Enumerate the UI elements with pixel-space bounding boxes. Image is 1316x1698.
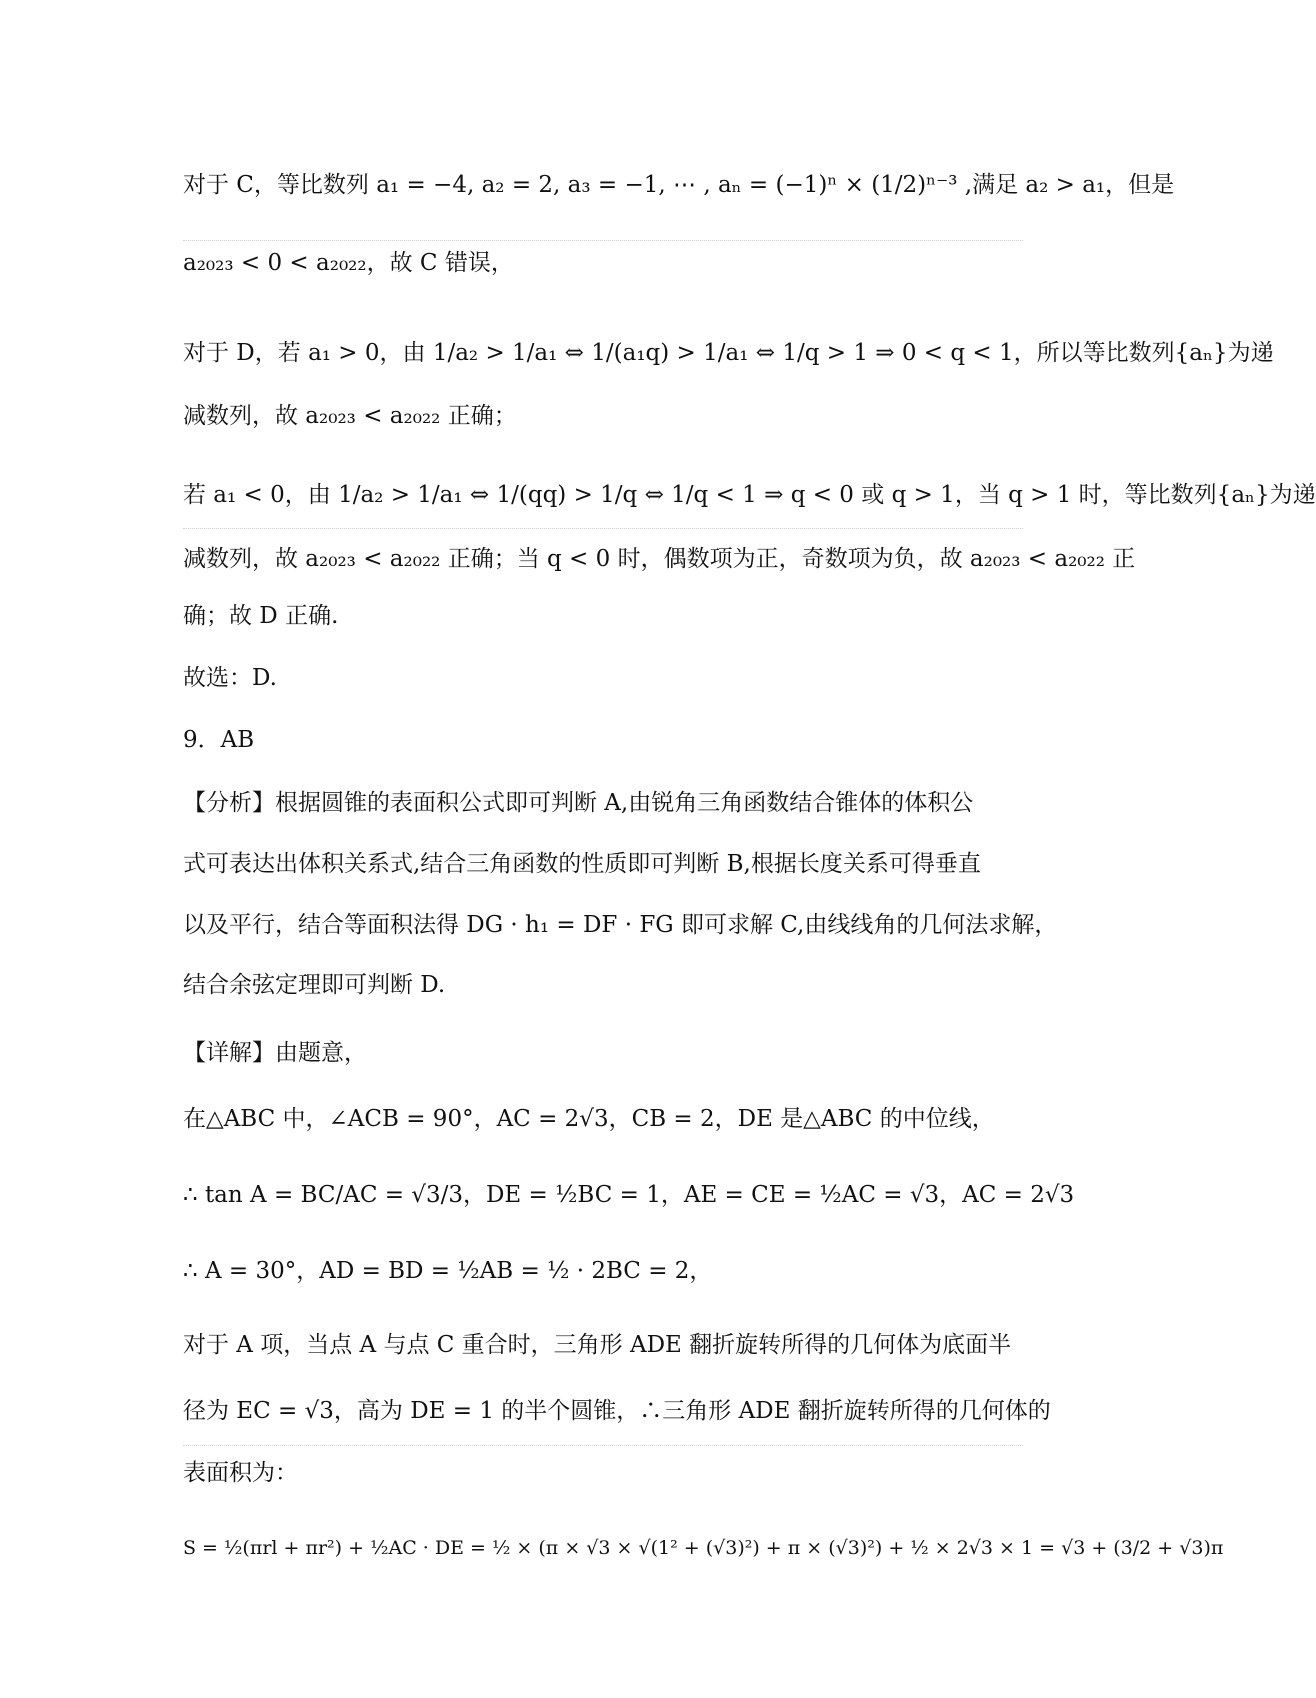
divider bbox=[183, 240, 1023, 241]
text-line-answer-8: 故选：D. bbox=[183, 665, 277, 691]
text-line-d-option-3: 若 a₁ < 0，由 1/a₂ > 1/a₁ ⇔ 1/(qq) > 1/q ⇔ 1/q < 1 ⇒ q < 0 或 q > 1，当 q > 1 时，等比数列{aₙ}为递 bbox=[183, 482, 1316, 508]
text-line-analysis-2: 式可表达出体积关系式,结合三角函数的性质即可判断 B,根据长度关系可得垂直 bbox=[183, 851, 981, 877]
text-line-detail-3: ∴ tan A = BC/AC = √3/3，DE = ½BC = 1，AE = CE = ½AC = √3，AC = 2√3 bbox=[183, 1182, 1075, 1208]
text-line-d-option-1: 对于 D，若 a₁ > 0，由 1/a₂ > 1/a₁ ⇔ 1/(a₁q) > 1/a₁ ⇔ 1/q > 1 ⇒ 0 < q < 1，所以等比数列{aₙ}为递 bbox=[183, 340, 1274, 366]
text-line-a-option-formula: S = ½(πrl + πr²) + ½AC · DE = ½ × (π × √3 × √(1² + (√3)²) + π × (√3)²) + ½ × 2√3 × 1 = √3 + (3/2 + √3)π bbox=[183, 1537, 1224, 1559]
text-line-analysis-4: 结合余弦定理即可判断 D. bbox=[183, 972, 446, 998]
text-line-c-option-2: a₂₀₂₃ < 0 < a₂₀₂₂，故 C 错误， bbox=[183, 250, 514, 276]
text-line-a-option-3: 表面积为： bbox=[183, 1460, 298, 1486]
text-line-detail-4: ∴ A = 30°，AD = BD = ½AB = ½ · 2BC = 2， bbox=[183, 1258, 713, 1284]
text-line-a-option-1: 对于 A 项，当点 A 与点 C 重合时，三角形 ADE 翻折旋转所得的几何体为底面半 bbox=[183, 1332, 1012, 1358]
text-line-detail-1: 【详解】由题意， bbox=[183, 1040, 367, 1066]
divider bbox=[183, 528, 1023, 529]
text-line-d-option-5: 确；故 D 正确. bbox=[183, 603, 339, 629]
text-line-question-9: 9．AB bbox=[183, 727, 255, 753]
text-line-analysis-3: 以及平行，结合等面积法得 DG · h₁ = DF · FG 即可求解 C,由线线角的几何法求解， bbox=[183, 912, 1058, 938]
text-line-c-option-1: 对于 C，等比数列 a₁ = −4, a₂ = 2, a₃ = −1, ⋯ , aₙ = (−1)ⁿ × (1/2)ⁿ⁻³ ,满足 a₂ > a₁，但是 bbox=[183, 172, 1175, 198]
text-line-analysis-1: 【分析】根据圆锥的表面积公式即可判断 A,由锐角三角函数结合锥体的体积公 bbox=[183, 790, 974, 816]
text-line-detail-2: 在△ABC 中，∠ACB = 90°，AC = 2√3，CB = 2，DE 是△ABC 的中位线， bbox=[183, 1106, 995, 1132]
text-line-a-option-2: 径为 EC = √3，高为 DE = 1 的半个圆锥，∴三角形 ADE 翻折旋转所得的几何体的 bbox=[183, 1398, 1051, 1424]
text-line-d-option-4: 减数列，故 a₂₀₂₃ < a₂₀₂₂ 正确；当 q < 0 时，偶数项为正，奇数项为负，故 a₂₀₂₃ < a₂₀₂₂ 正 bbox=[183, 546, 1136, 572]
divider bbox=[183, 1445, 1023, 1446]
text-line-d-option-2: 减数列，故 a₂₀₂₃ < a₂₀₂₂ 正确； bbox=[183, 403, 517, 429]
